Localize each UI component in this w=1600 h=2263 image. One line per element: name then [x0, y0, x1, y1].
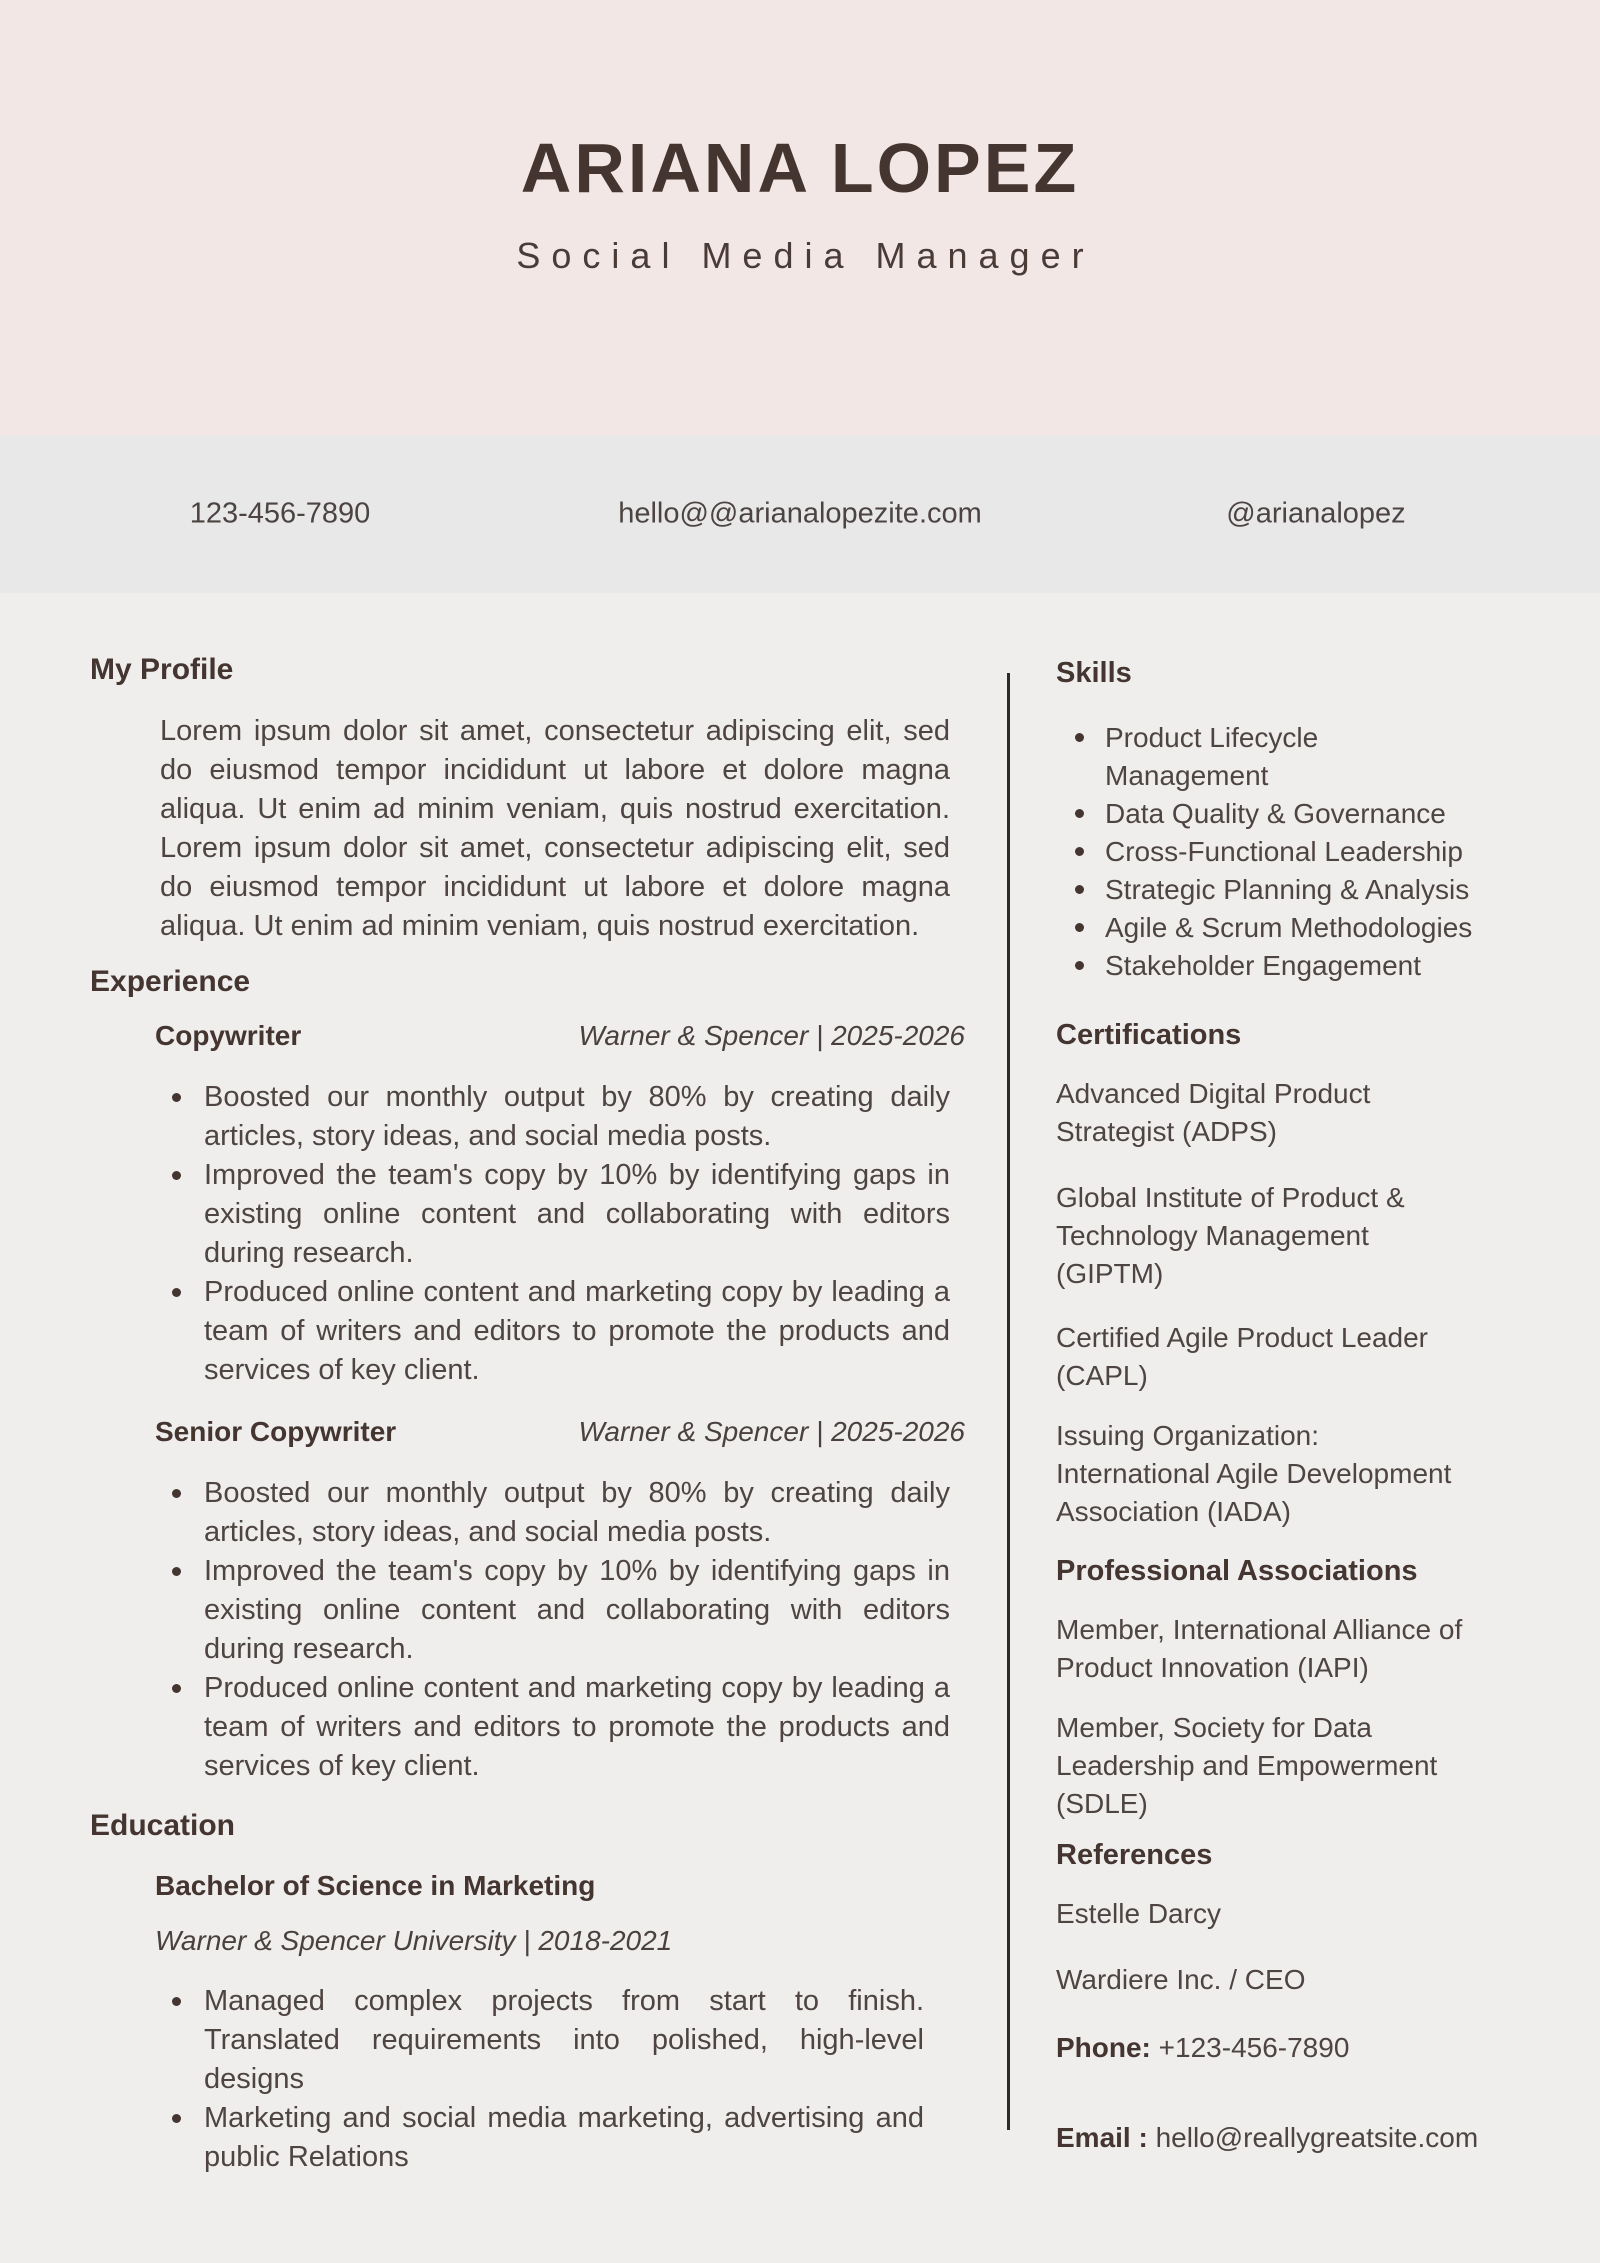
skill-item: Cross-Functional Leadership — [1075, 833, 1477, 871]
skills-list — [1075, 719, 1477, 985]
left-column — [90, 593, 965, 2177]
education-bullet-list — [172, 1982, 924, 2177]
bullet-item: Produced online content and marketing copy by leading a team of writers and editors to promote the products and services of key client. — [172, 1273, 950, 1390]
reference-phone — [1056, 2029, 1466, 2067]
certifications-heading: Certifications — [1056, 1019, 1242, 1051]
skill-item: Agile & Scrum Methodologies — [1075, 909, 1477, 947]
email-label: Email : — [1056, 2122, 1148, 2153]
job-title: Senior Copywriter — [155, 1416, 397, 1447]
certification-item: Certified Agile Product Leader (CAPL) — [1056, 1322, 1428, 1391]
experience-heading: Experience — [90, 965, 251, 998]
person-name: ARIANA LOPEZ — [520, 129, 1080, 207]
references-heading: References — [1056, 1839, 1213, 1871]
degree-title: Bachelor of Science in Marketing — [155, 1870, 596, 1901]
job-header — [155, 1018, 965, 1054]
contact-phone: 123-456-7890 — [189, 497, 371, 530]
phone-label: Phone: — [1056, 2032, 1151, 2063]
bullet-item: Boosted our monthly output by 80% by creating daily articles, story ideas, and social media posts. — [172, 1078, 950, 1156]
skill-item: Product Lifecycle Management — [1075, 719, 1477, 795]
job-company-dates: Warner & Spencer | 2025-2026 — [578, 1416, 965, 1447]
email-value: hello@reallygreatsite.com — [1155, 2122, 1479, 2153]
bullet-item: Produced online content and marketing copy by leading a team of writers and editors to promote the products and services of key client. — [172, 1669, 950, 1786]
job-bullet-list — [172, 1078, 950, 1390]
bullet-item: Improved the team's copy by 10% by identifying gaps in existing online content and collaborating with editors during research. — [172, 1552, 950, 1669]
contact-email: hello@@arianalopezite.com — [618, 497, 982, 530]
reference-email — [1056, 2119, 1479, 2157]
contact-social-handle: @arianalopez — [1226, 497, 1406, 530]
profile-text: Lorem ipsum dolor sit amet, consectetur adipiscing elit, sed do eiusmod tempor incididunt ut labore et dolore magna aliqua. Ut enim ad minim veniam, quis nostrud exercitation. Lorem ipsum dolor sit amet, consectetur adipiscing elit, sed do eiusmod tempor incididunt ut labore et dolore magna aliqua. Ut enim ad minim veniam, quis nostrud exercitation. — [160, 715, 950, 942]
bullet-item: Boosted our monthly output by 80% by creating daily articles, story ideas, and social media posts. — [172, 1474, 950, 1552]
job-title: Copywriter — [155, 1020, 302, 1051]
person-job-title: Social Media Manager — [516, 235, 1095, 276]
job-company-dates: Warner & Spencer | 2025-2026 — [578, 1020, 965, 1051]
association-item: Member, International Alliance of Product Innovation (IAPI) — [1056, 1614, 1463, 1683]
school-and-dates: Warner & Spencer University | 2018-2021 — [155, 1925, 673, 1956]
associations-heading: Professional Associations — [1056, 1555, 1418, 1587]
bullet-item: Marketing and social media marketing, advertising and public Relations — [172, 2099, 924, 2177]
header — [0, 0, 1600, 435]
profile-heading: My Profile — [90, 653, 234, 686]
job-bullet-list — [172, 1474, 950, 1786]
skill-item: Data Quality & Governance — [1075, 795, 1477, 833]
right-column — [1056, 593, 1479, 2157]
association-item: Member, Society for Data Leadership and Empowerment (SDLE) — [1056, 1712, 1438, 1819]
contact-bar — [0, 435, 1600, 593]
main-content — [0, 593, 1600, 2263]
skills-heading: Skills — [1056, 657, 1132, 689]
certification-item: Advanced Digital Product Strategist (ADPS) — [1056, 1078, 1371, 1147]
skill-item: Stakeholder Engagement — [1075, 947, 1477, 985]
phone-value: +123-456-7890 — [1158, 2032, 1350, 2063]
column-divider — [1007, 673, 1010, 2130]
certification-item: Issuing Organization: International Agile Development Association (IADA) — [1056, 1420, 1452, 1527]
certification-item: Global Institute of Product & Technology Management (GIPTM) — [1056, 1182, 1405, 1289]
education-heading: Education — [90, 1809, 236, 1842]
reference-company: Wardiere Inc. / CEO — [1056, 1964, 1306, 1995]
bullet-item: Managed complex projects from start to finish. Translated requirements into polished, high-level designs — [172, 1982, 924, 2099]
bullet-item: Improved the team's copy by 10% by identifying gaps in existing online content and collaborating with editors during research. — [172, 1156, 950, 1273]
reference-name: Estelle Darcy — [1056, 1898, 1221, 1929]
skill-item: Strategic Planning & Analysis — [1075, 871, 1477, 909]
job-header — [155, 1414, 965, 1450]
